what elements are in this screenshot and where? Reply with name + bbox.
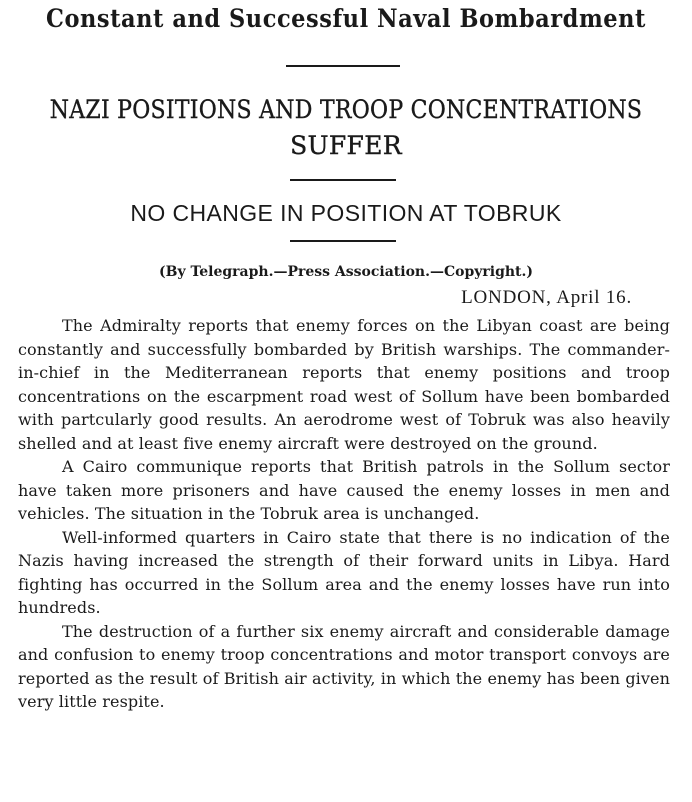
subheadline: [0, 92, 692, 164]
paragraph: Well-informed quarters in Cairo state that there is no indication of the Nazis having increased the strength of their forward units in Libya. Hard fighting has occurred in the Sollum area and the enemy losses have run into hundreds.: [18, 527, 670, 617]
subheadline-line-1: NAZI POSITIONS AND TROOP CONCENTRATIONS: [49, 95, 643, 124]
paragraph: A Cairo communique reports that British patrols in the Sollum sector have taken more prisoners and have caused the enemy losses in men and vehicles. The situation in the Tobruk area is unchanged.: [18, 457, 670, 523]
headline: Constant and Successful Naval Bombardment: [45, 4, 646, 33]
dateline: LONDON, April 16.: [461, 287, 632, 308]
article-body: [18, 314, 670, 714]
divider-rule: [286, 65, 400, 67]
subheadline-line-2: SUFFER: [290, 131, 402, 160]
paragraph: The Admiralty reports that enemy forces on the Libyan coast are being constantly and successfully bombarded by British warships. The commander-in-chief in the Mediterranean reports that enemy positions and troop concentrations on the escarpment road west of Sollum have been bombarded with partcularly good results. An aerodrome west of Tobruk was also heavily shelled and at least five enemy aircraft were destroyed on the ground.: [18, 316, 670, 453]
deck-headline: NO CHANGE IN POSITION AT TOBRUK: [130, 200, 562, 226]
wire-credit: (By Telegraph.—Press Association.—Copyright.): [158, 264, 534, 280]
paragraph: The destruction of a further six enemy aircraft and considerable damage and confusion to enemy troop concentrations and motor transport convoys are reported as the result of British air activity, in which the enemy has been given very little respite.: [18, 621, 670, 711]
divider-rule: [290, 240, 396, 242]
divider-rule: [290, 179, 396, 181]
